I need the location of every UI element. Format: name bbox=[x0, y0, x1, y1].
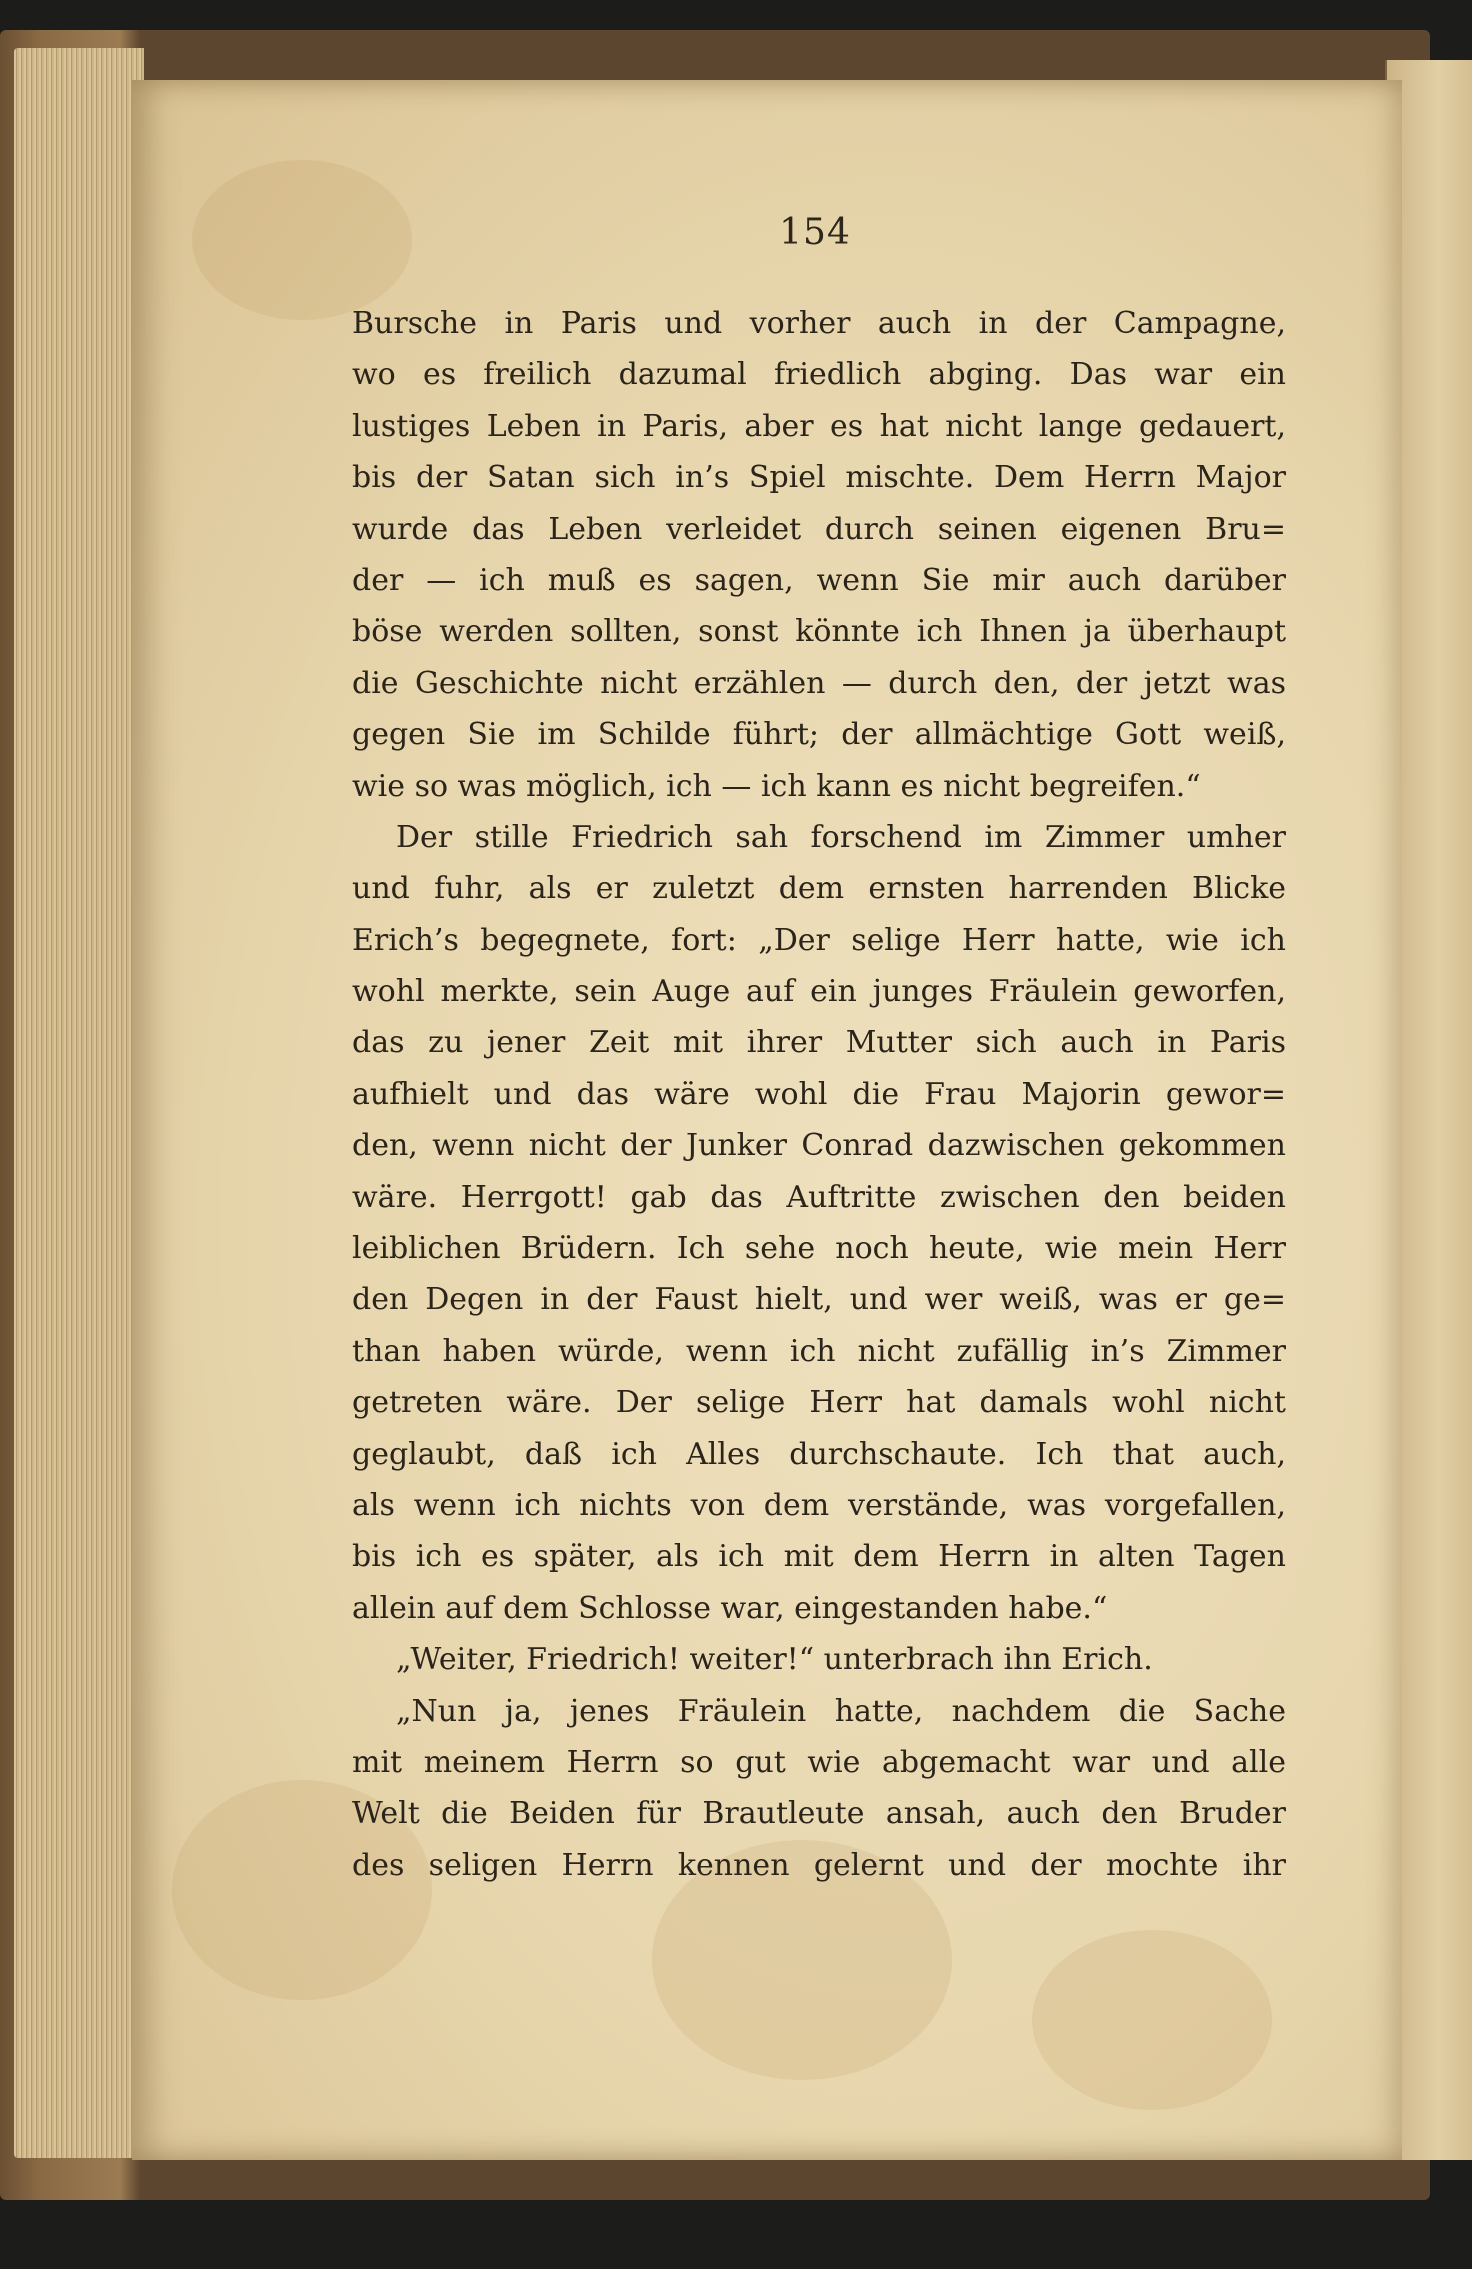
page-leaves-edge bbox=[14, 48, 144, 2158]
text-line: mit meinem Herrn so gut wie abgemacht war und alle bbox=[352, 1744, 1286, 1780]
text-line: den, wenn nicht der Junker Conrad dazwischen gekommen bbox=[352, 1128, 1286, 1164]
text-line: „Nun ja, jenes Fräulein hatte, nachdem die Sache bbox=[396, 1693, 1286, 1729]
text-line: lustiges Leben in Paris, aber es hat nicht lange gedauert, bbox=[352, 408, 1286, 444]
text-line: geglaubt, daß ich Alles durchschaute. Ich that auch, bbox=[352, 1436, 1286, 1472]
text-line: des seligen Herrn kennen gelernt und der mochte ihr bbox=[352, 1847, 1286, 1883]
text-line: den Degen in der Faust hielt, und wer weiß, was er ge= bbox=[352, 1282, 1286, 1318]
text-line: allein auf dem Schlosse war, eingestanden habe.“ bbox=[352, 1590, 1108, 1626]
text-line: der — ich muß es sagen, wenn Sie mir auch darüber bbox=[352, 562, 1286, 598]
text-line: than haben würde, wenn ich nicht zufällig in’s Zimmer bbox=[352, 1333, 1286, 1369]
text-line: und fuhr, als er zuletzt dem ernsten harrenden Blicke bbox=[352, 871, 1286, 907]
text-line: das zu jener Zeit mit ihrer Mutter sich auch in Paris bbox=[352, 1025, 1286, 1061]
text-line: bis der Satan sich in’s Spiel mischte. Dem Herrn Major bbox=[352, 460, 1286, 496]
paper-stain bbox=[1032, 1930, 1272, 2110]
text-line: wurde das Leben verleidet durch seinen eigenen Bru= bbox=[352, 511, 1286, 547]
text-line: wo es freilich dazumal friedlich abging. Das war ein bbox=[352, 357, 1286, 393]
text-line: bis ich es später, als ich mit dem Herrn in alten Tagen bbox=[352, 1539, 1286, 1575]
text-line: Welt die Beiden für Brautleute ansah, auch den Bruder bbox=[352, 1796, 1286, 1832]
text-line: „Weiter, Friedrich! weiter!“ unterbrach ihn Erich. bbox=[396, 1642, 1153, 1678]
text-line: wie so was möglich, ich — ich kann es nicht begreifen.“ bbox=[352, 768, 1201, 804]
text-line: Bursche in Paris und vorher auch in der Campagne, bbox=[352, 306, 1286, 341]
text-line: Der stille Friedrich sah forschend im Zimmer umher bbox=[396, 819, 1286, 855]
text-line: gegen Sie im Schilde führt; der allmächtige Gott weiß, bbox=[352, 717, 1286, 753]
text-line: als wenn ich nichts von dem verstände, was vorgefallen, bbox=[352, 1487, 1286, 1523]
text-line: die Geschichte nicht erzählen — durch den, der jetzt was bbox=[352, 665, 1286, 701]
text-line: böse werden sollten, sonst könnte ich Ihnen ja überhaupt bbox=[352, 614, 1286, 650]
text-line: leiblichen Brüdern. Ich sehe noch heute, wie mein Herr bbox=[352, 1231, 1286, 1267]
page-number: 154 bbox=[779, 212, 851, 253]
text-line: wohl merkte, sein Auge auf ein junges Fräulein geworfen, bbox=[352, 974, 1286, 1010]
text-line: wäre. Herrgott! gab das Auftritte zwischen den beiden bbox=[352, 1179, 1286, 1215]
text-line: Erich’s begegnete, fort: „Der selige Herr hatte, wie ich bbox=[352, 922, 1286, 958]
text-line: aufhielt und das wäre wohl die Frau Majorin gewor= bbox=[352, 1076, 1286, 1112]
body-text bbox=[352, 298, 1286, 1891]
text-line: getreten wäre. Der selige Herr hat damals wohl nicht bbox=[352, 1385, 1286, 1421]
